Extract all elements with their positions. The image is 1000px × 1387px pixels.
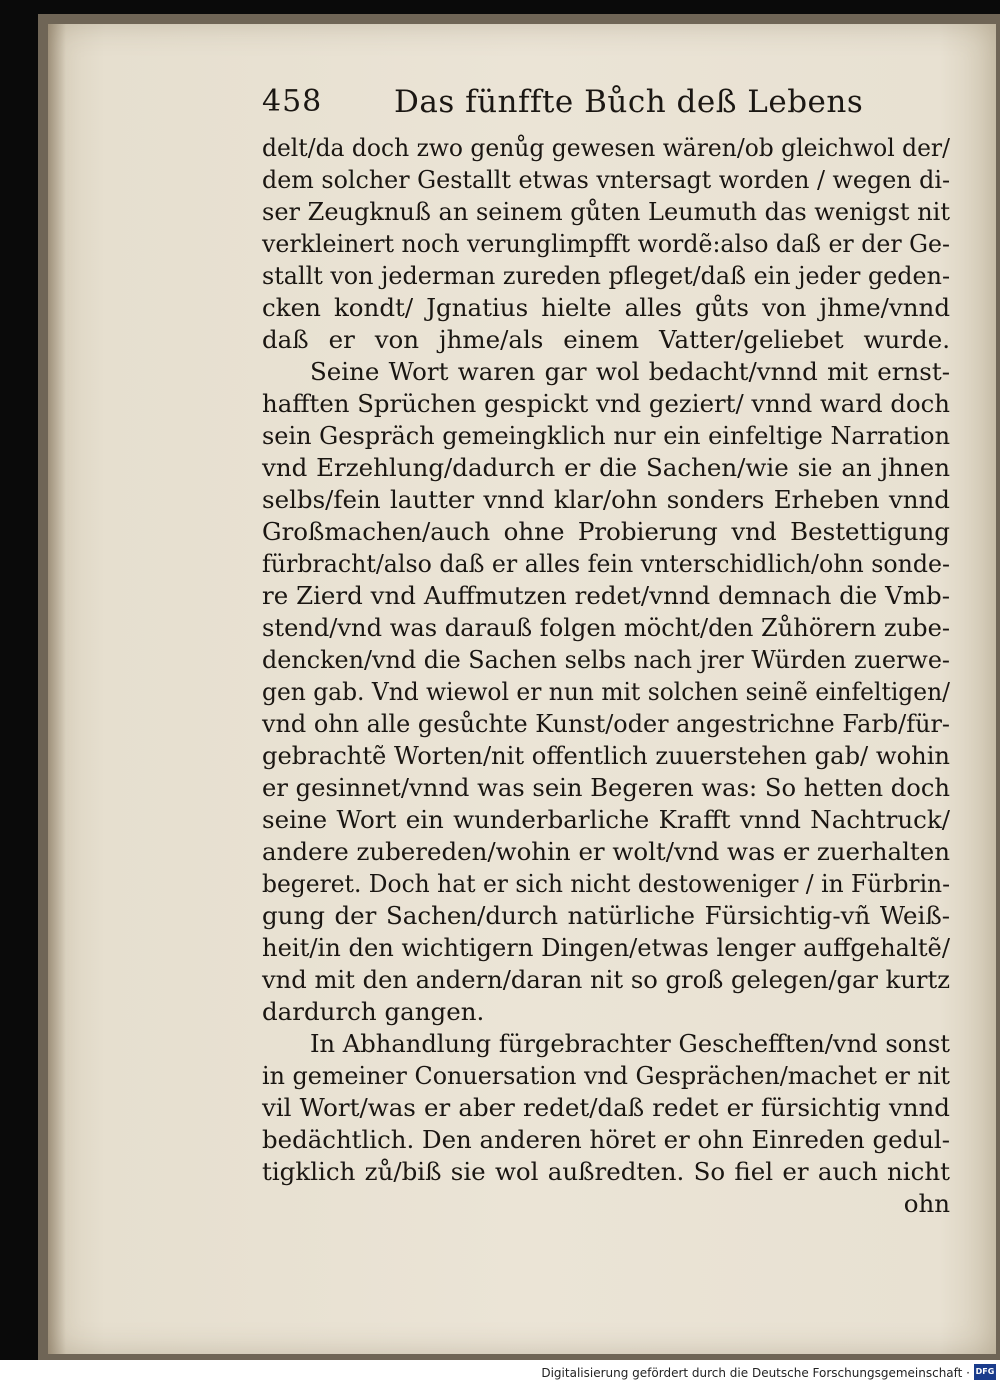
body-text <box>262 132 950 1220</box>
running-title: Das fünffte Bůch deß Lebens <box>394 84 864 120</box>
text-line: bedächtlich. Den anderen höret er ohn Einreden gedul- <box>262 1125 950 1154</box>
text-line: sein Gespräch gemeingklich nur ein einfeltige Narration <box>262 421 950 450</box>
text-line: vnd ohn alle gesůchte Kunst/oder angestrichne Farb/für- <box>262 709 950 738</box>
text-line: verkleinert noch verunglimpfft wordẽ:also daß er der Ge- <box>262 229 950 258</box>
text-line: in gemeiner Conuersation vnd Gesprächen/machet er nit <box>262 1061 950 1090</box>
text-line: vnd Erzehlung/dadurch er die Sachen/wie sie an jhnen <box>262 453 950 482</box>
text-line: dencken/vnd die Sachen selbs nach jrer Würden zuerwe- <box>262 645 950 674</box>
text-line: er gesinnet/vnnd was sein Begeren was: So hetten doch <box>262 773 950 802</box>
text-line: gen gab. Vnd wiewol er nun mit solchen seinẽ einfeltigen/ <box>262 677 950 706</box>
text-line: tigklich zů/biß sie wol außredten. So fiel er auch nicht <box>262 1157 950 1186</box>
gutter-shadow <box>48 24 66 1354</box>
text-line: In Abhandlung fürgebrachter Geschefften/vnd sonst <box>310 1029 950 1058</box>
text-line: ohn <box>903 1189 950 1218</box>
text-line: dem solcher Gestallt etwas vntersagt worden / wegen di- <box>262 165 950 194</box>
text-line: Seine Wort waren gar wol bedacht/vnnd mit ernst- <box>310 357 950 386</box>
text-line: cken kondt/ Jgnatius hielte alles gůts von jhme/vnnd <box>262 293 950 322</box>
text-line: dardurch gangen. <box>262 997 485 1026</box>
footer-bar <box>0 1360 1000 1387</box>
text-line: daß er von jhme/als einem Vatter/geliebet wurde. <box>262 325 950 354</box>
text-line: Großmachen/auch ohne Probierung vnd Bestettigung <box>262 517 950 546</box>
text-line: begeret. Doch hat er sich nicht destoweniger / in Fürbrin- <box>262 869 950 898</box>
text-line: gung der Sachen/durch natürliche Fürsichtig-vñ Weiß- <box>262 901 950 930</box>
text-line: selbs/fein lautter vnnd klar/ohn sonders Erheben vnnd <box>262 485 950 514</box>
text-line: stallt von jederman zureden pfleget/daß ein jeder geden- <box>262 261 950 290</box>
text-line: andere zubereden/wohin er wolt/vnd was er zuerhalten <box>262 837 950 866</box>
page-header <box>262 78 864 126</box>
page-number: 458 <box>262 84 323 119</box>
text-line: vil Wort/was er aber redet/daß redet er fürsichtig vnnd <box>262 1093 950 1122</box>
funding-credit: Digitalisierung gefördert durch die Deutsche Forschungsgemeinschaft · <box>541 1366 970 1380</box>
text-line: hafften Sprüchen gespickt vnd geziert/ vnnd ward doch <box>262 389 950 418</box>
text-line: heit/in den wichtigern Dingen/etwas lenger auffgehaltẽ/ <box>262 933 950 962</box>
text-line: ser Zeugknuß an seinem gůten Leumuth das wenigst nit <box>262 197 950 226</box>
text-line: fürbracht/also daß er alles fein vnterschidlich/ohn sonde- <box>262 549 950 578</box>
text-line: stend/vnd was darauß folgen möcht/den Zůhörern zube- <box>262 613 950 642</box>
text-line: delt/da doch zwo genůg gewesen wären/ob gleichwol der/ <box>262 133 950 162</box>
dfg-logo: DFG <box>974 1364 996 1380</box>
text-line: gebrachtẽ Worten/nit offentlich zuuerstehen gab/ wohin <box>262 741 950 770</box>
text-line: vnd mit den andern/daran nit so groß gelegen/gar kurtz <box>262 965 950 994</box>
text-line: seine Wort ein wunderbarliche Krafft vnnd Nachtruck/ <box>262 805 950 834</box>
text-line: re Zierd vnd Auffmutzen redet/vnnd demnach die Vmb- <box>262 581 950 610</box>
